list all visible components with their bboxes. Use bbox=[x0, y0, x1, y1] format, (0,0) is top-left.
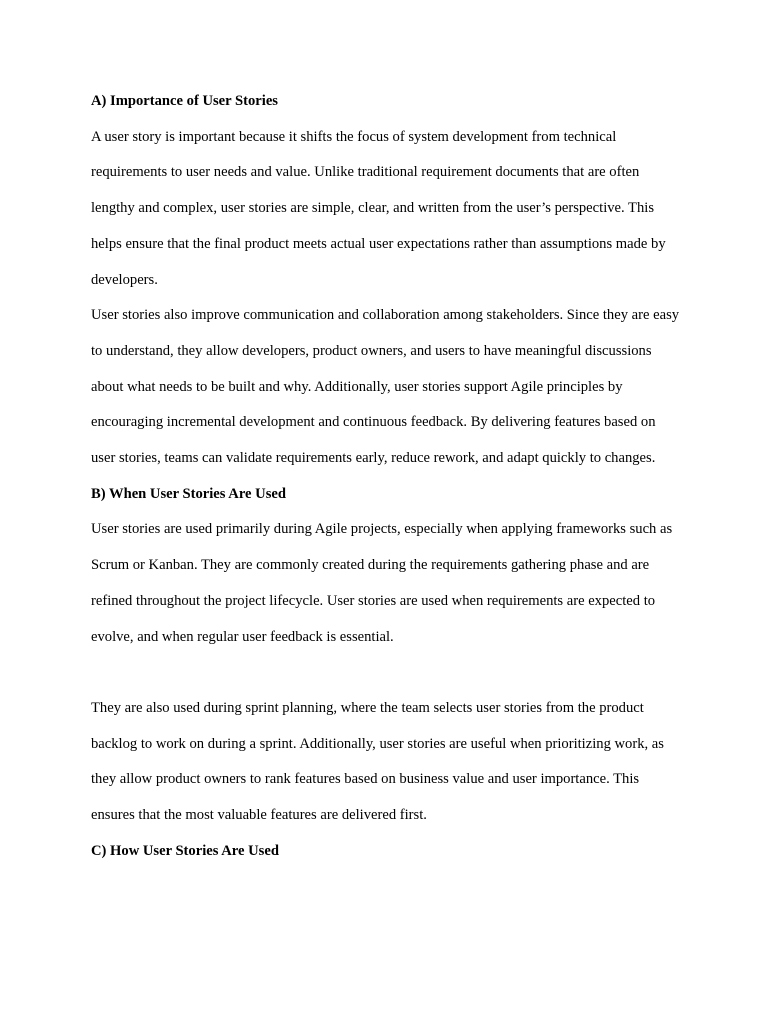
document-body bbox=[91, 84, 681, 869]
section-a-paragraph-1: A user story is important because it shifts the focus of system development from technical requirements to user needs and value. Unlike traditional requirement documents that are often lengthy and complex, user stories are simple, clear, and written from the user’s perspective. This helps ensure that the final product meets actual user expectations rather than assumptions made by developers. bbox=[91, 128, 666, 288]
section-b-heading: B) When User Stories Are Used bbox=[91, 485, 286, 502]
paragraph-spacer bbox=[91, 655, 681, 691]
section-a-paragraph-2: User stories also improve communication and collaboration among stakeholders. Since they are easy to understand, they allow developers, product owners, and users to have meaningful discussions about what needs to be built and why. Additionally, user stories support Agile principles by encouraging incremental development and continuous feedback. By delivering features based on user stories, teams can validate requirements early, reduce rework, and adapt quickly to changes. bbox=[91, 307, 680, 467]
section-b-paragraph-1: User stories are used primarily during Agile projects, especially when applying frameworks such as Scrum or Kanban. They are commonly created during the requirements gathering phase and are refined throughout the project lifecycle. User stories are used when requirements are expected to evolve, and when regular user feedback is essential. bbox=[91, 521, 673, 645]
section-b-paragraph-2: They are also used during sprint planning, where the team selects user stories from the product backlog to work on during a sprint. Additionally, user stories are useful when prioritizing work, as they allow product owners to rank features based on business value and user importance. This ensures that the most valuable features are delivered first. bbox=[91, 699, 664, 824]
section-a-heading: A) Importance of User Stories bbox=[91, 93, 278, 109]
section-c-heading: C) How User Stories Are Used bbox=[91, 842, 279, 859]
